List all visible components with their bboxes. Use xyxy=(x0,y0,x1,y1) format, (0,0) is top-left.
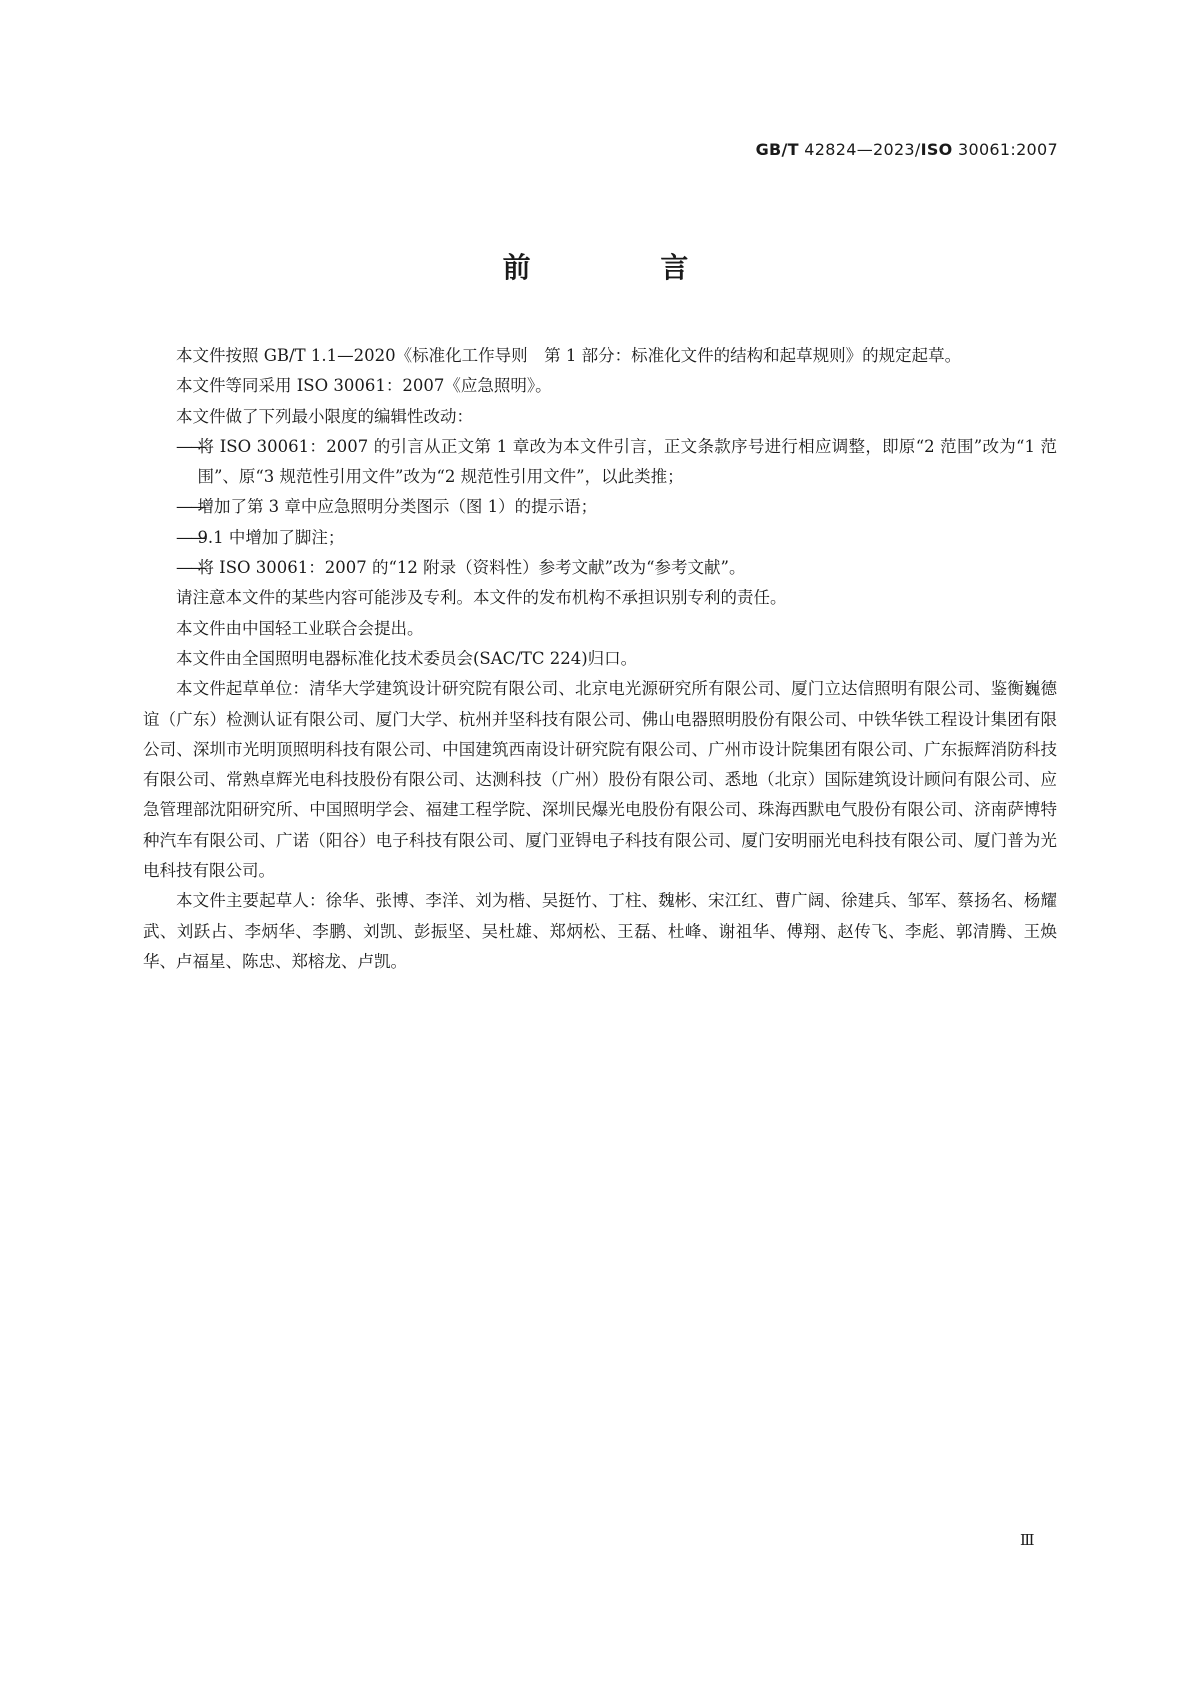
paragraph-drafters: 本文件主要起草人：徐华、张博、李洋、刘为楷、吴挺竹、丁柱、魏彬、宋江红、曹广阔、徐建兵、邹军、蔡扬名、杨耀武、刘跃占、李炳华、李鹏、刘凯、彭振坚、吴杜雄、郑炳松、王磊、杜峰、谢祖华、傅翔、赵传飞、李彪、郭清腾、王焕华、卢福星、陈忠、郑榕龙、卢凯。 xyxy=(143,891,1057,971)
change-item-text: 增加了第 3 章中应急照明分类图示（图 1）的提示语； xyxy=(197,497,598,517)
paragraph-drafting-rules: 本文件按照 GB/T 1.1—2020《标准化工作导则 第 1 部分：标准化文件的结构和起草规则》的规定起草。 xyxy=(176,346,962,365)
dash-mark: —— xyxy=(176,558,205,578)
change-item-text: 将 ISO 30061：2007 的“12 附录（资料性）参考文献”改为“参考文献”。 xyxy=(197,558,746,578)
foreword-body xyxy=(143,341,1057,977)
std-prefix: GB/T xyxy=(755,140,799,159)
page-title: 前 言 xyxy=(502,251,749,284)
paragraph-drafting-units: 本文件起草单位：清华大学建筑设计研究院有限公司、北京电光源研究所有限公司、厦门立达信照明有限公司、鉴衡巍德谊（广东）检测认证有限公司、厦门大学、杭州并坚科技有限公司、佛山电器照明股份有限公司、中铁华铁工程设计集团有限公司、深圳市光明顶照明科技有限公司、中国建筑西南设计研究院有限公司、广州市设计院集团有限公司、广东振辉消防科技有限公司、常熟卓辉光电科技股份有限公司、达测科技（广州）股份有限公司、悉地（北京）国际建筑设计顾问有限公司、应急管理部沈阳研究所、中国照明学会、福建工程学院、深圳民爆光电股份有限公司、珠海西默电气股份有限公司、济南萨博特种汽车有限公司、广诺（阳谷）电子科技有限公司、厦门亚锝电子科技有限公司、厦门安明丽光电科技有限公司、厦门普为光电科技有限公司。 xyxy=(143,679,1057,881)
paragraph-adoption: 本文件等同采用 ISO 30061：2007《应急照明》。 xyxy=(176,376,552,396)
standard-code xyxy=(756,140,1058,159)
paragraph-patent-notice: 请注意本文件的某些内容可能涉及专利。本文件的发布机构不承担识别专利的责任。 xyxy=(176,588,787,608)
iso-prefix: ISO xyxy=(920,140,953,159)
std-number: 42824—2023/ xyxy=(798,140,921,159)
dash-mark: —— xyxy=(176,497,205,517)
page-number: Ⅲ xyxy=(1020,1531,1035,1549)
change-item-3 xyxy=(143,523,1057,553)
change-item-text: 9.1 中增加了脚注； xyxy=(197,527,345,547)
paragraph-editorial-changes: 本文件做了下列最小限度的编辑性改动： xyxy=(176,406,473,426)
dash-mark: —— xyxy=(176,527,205,547)
change-item-text: 将 ISO 30061：2007 的引言从正文第 1 章改为本文件引言，正文条款序号进行相应调整，即原“2 范围”改为“1 范围”、原“3 规范性引用文件”改为“2 规范性引用文件”，以此类推； xyxy=(197,436,1057,487)
iso-number: 30061:2007 xyxy=(952,140,1058,159)
change-item-4 xyxy=(143,553,1057,583)
change-item-1 xyxy=(143,432,1057,493)
change-item-2 xyxy=(143,492,1057,522)
dash-mark: —— xyxy=(176,436,205,456)
paragraph-committee: 本文件由全国照明电器标准化技术委员会(SAC/TC 224)归口。 xyxy=(176,648,638,668)
paragraph-proposer: 本文件由中国轻工业联合会提出。 xyxy=(176,618,424,638)
